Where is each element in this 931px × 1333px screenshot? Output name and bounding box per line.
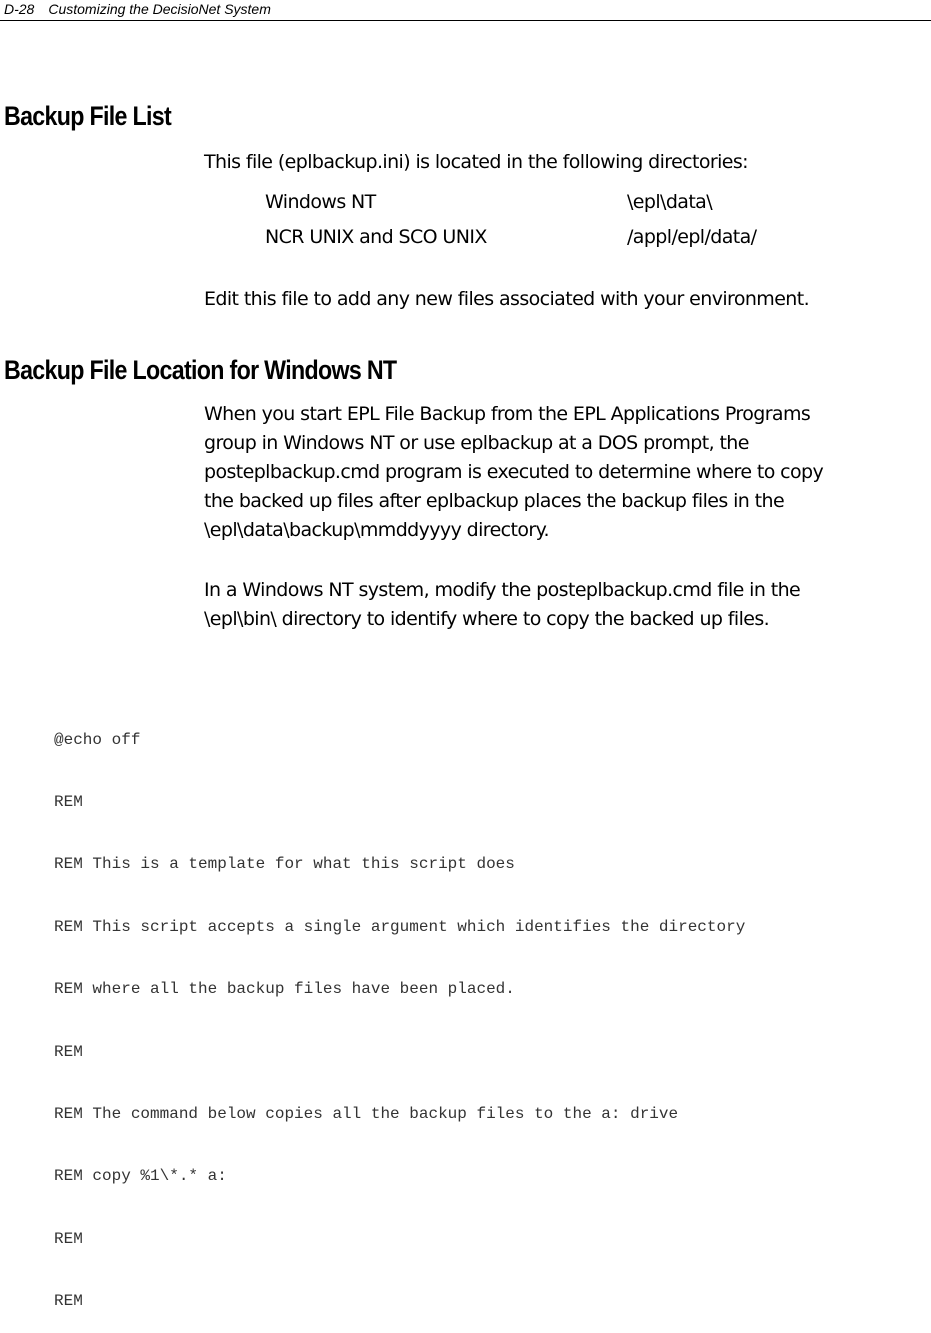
paragraph-line: posteplbackup.cmd program is executed to determine where to copy xyxy=(204,461,824,483)
directory-system-unix: NCR UNIX and SCO UNIX xyxy=(265,226,487,248)
paragraph-line: the backed up files after eplbackup places the backup files in the xyxy=(204,490,785,512)
code-line: REM The command below copies all the backup files to the a: drive xyxy=(54,1104,679,1123)
paragraph-line: \epl\bin\ directory to identify where to copy the backed up files. xyxy=(204,608,770,630)
edit-note: Edit this file to add any new files associated with your environment. xyxy=(204,288,810,310)
directory-path-windows-nt: \epl\data\ xyxy=(627,191,713,213)
code-line: REM xyxy=(54,1229,83,1248)
header-rule xyxy=(0,20,931,21)
code-line: REM where all the backup files have been placed. xyxy=(54,980,515,999)
code-line: REM xyxy=(54,1292,83,1311)
section-intro: This file (eplbackup.ini) is located in the following directories: xyxy=(204,151,748,173)
code-line: REM copy %1\*.* a: xyxy=(54,1167,227,1186)
section-heading-backup-location: Backup File Location for Windows NT xyxy=(4,355,397,385)
directory-path-unix: /appl/epl/data/ xyxy=(627,226,757,248)
code-listing xyxy=(54,688,745,1333)
paragraph-line: In a Windows NT system, modify the posteplbackup.cmd file in the xyxy=(204,579,801,601)
directory-system-windows-nt: Windows NT xyxy=(265,191,376,213)
code-line: REM This script accepts a single argument which identifies the directory xyxy=(54,917,746,936)
section-heading-backup-file-list: Backup File List xyxy=(4,101,172,131)
page-number: D-28 xyxy=(4,1,35,17)
code-line: REM xyxy=(54,792,83,811)
code-line: REM This is a template for what this script does xyxy=(54,855,515,874)
paragraph-line: \epl\data\backup\mmddyyyy directory. xyxy=(204,519,549,541)
running-header xyxy=(4,0,271,18)
paragraph-eplbackup-description xyxy=(204,400,924,545)
paragraph-line: When you start EPL File Backup from the EPL Applications Programs xyxy=(204,403,811,425)
paragraph-modify-instructions xyxy=(204,576,924,634)
running-header-title: Customizing the DecisioNet System xyxy=(48,1,271,17)
paragraph-line: group in Windows NT or use eplbackup at a DOS prompt, the xyxy=(204,432,749,454)
code-line: @echo off xyxy=(54,730,141,749)
code-line: REM xyxy=(54,1042,83,1061)
